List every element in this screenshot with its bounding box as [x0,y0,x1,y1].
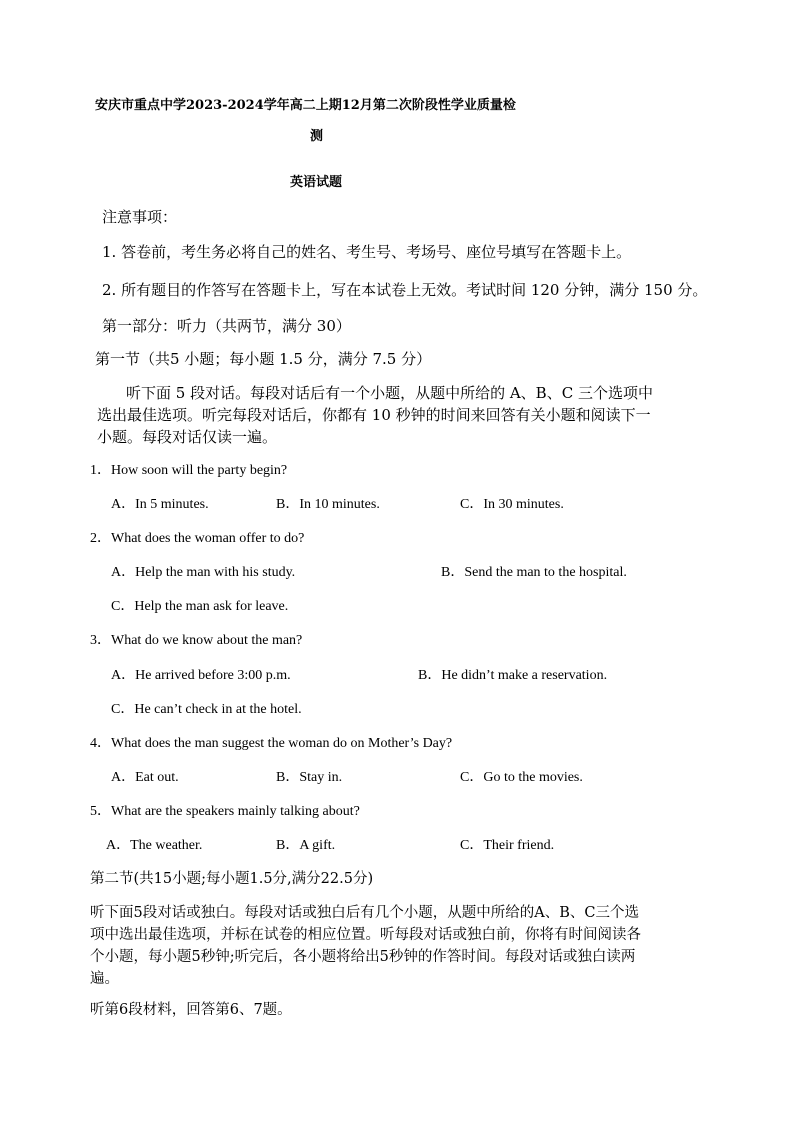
section2-instructions-line4: 遍。 [90,971,119,987]
notice-item-1: 1. 答卷前，考生务必将自己的姓名、考生号、考场号、座位号填写在答题卡上。 [102,243,632,261]
notice-heading: 注意事项： [102,208,178,226]
notice-item-2: 2. 所有题目的作答写在答题卡上，写在本试卷上无效。考试时间 120 分钟，满分 150 分。 [102,281,708,299]
subject-title: 英语试题 [290,175,343,190]
section2-instructions-line3: 个小题，每小题5秒钟;听完后，各小题将给出5秒钟的作答时间。每段对话或独白读两 [90,949,636,965]
question-3-stem: 3．What do we know about the man? [90,633,303,648]
question-5-stem: 5．What are the speakers mainly talking about? [90,804,360,819]
question-1-option-a: A．In 5 minutes. [111,497,209,512]
question-1-option-c: C．In 30 minutes. [460,497,564,512]
question-5-option-b: B．A gift. [276,838,336,853]
part1-heading: 第一部分：听力（共两节，满分 30） [102,317,351,335]
material-6-heading: 听第6段材料，回答第6、7题。 [90,1002,292,1018]
question-3-option-a: A．He arrived before 3:00 p.m. [111,668,291,683]
section1-heading: 第一节（共5 小题；每小题 1.5 分，满分 7.5 分） [95,350,432,368]
section2-instructions-line2: 项中选出最佳选项，并标在试卷的相应位置。听每段对话或独白前，你将有时间阅读各 [90,927,641,943]
section1-instructions-line2: 选出最佳选项。听完每段对话后，你都有 10 秒钟的时间来回答有关小题和阅读下一 [97,406,651,424]
question-2-option-a: A．Help the man with his study. [111,565,296,580]
section2-instructions-line1: 听下面5段对话或独白。每段对话或独白后有几个小题，从题中所给的A、B、C三个选 [90,905,639,921]
question-4-option-c: C．Go to the movies. [460,770,583,785]
question-4-stem: 4．What does the man suggest the woman do on Mother’s Day? [90,736,453,751]
question-2-stem: 2．What does the woman offer to do? [90,531,305,546]
question-4-option-b: B．Stay in. [276,770,343,785]
question-1-stem: 1．How soon will the party begin? [90,463,288,478]
question-3-option-b: B．He didn’t make a reservation. [418,668,608,683]
question-2-option-b: B．Send the man to the hospital. [441,565,627,580]
exam-title-line2: 测 [310,129,324,144]
question-3-option-c: C．He can’t check in at the hotel. [111,702,302,717]
question-1-option-b: B．In 10 minutes. [276,497,380,512]
section2-heading: 第二节(共15小题;每小题1.5分,满分22.5分) [90,871,374,887]
section1-instructions-line1: 听下面 5 段对话。每段对话后有一个小题，从题中所给的 A、B、C 三个选项中 [126,384,653,402]
question-5-option-a: A．The weather. [106,838,203,853]
question-4-option-a: A．Eat out. [111,770,179,785]
question-5-option-c: C．Their friend. [460,838,555,853]
exam-title-line1: 安庆市重点中学2023-2024学年高二上期12月第二次阶段性学业质量检 [95,98,516,113]
section1-instructions-line3: 小题。每段对话仅读一遍。 [97,428,278,446]
question-2-option-c: C．Help the man ask for leave. [111,599,289,614]
